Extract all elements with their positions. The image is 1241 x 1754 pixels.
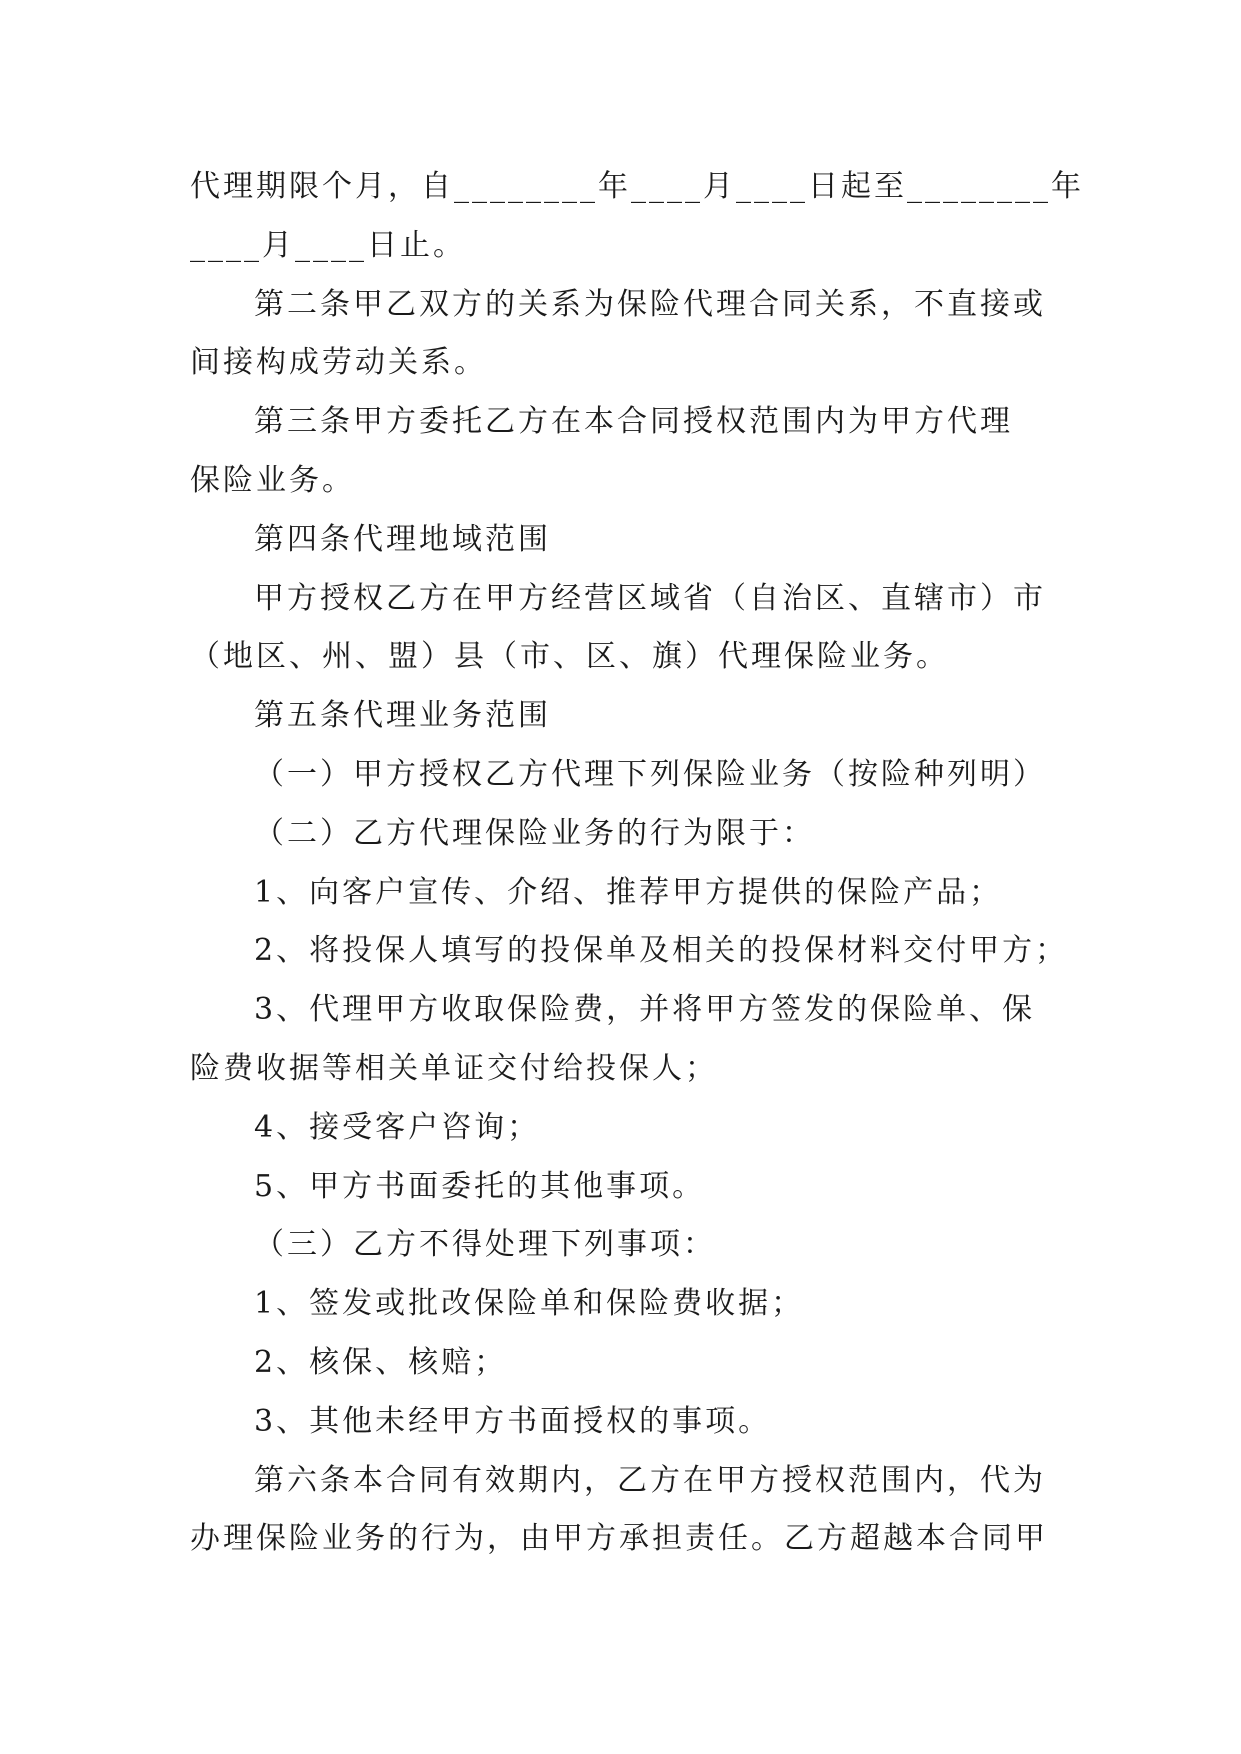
list-item: 4、接受客户咨询； [254, 1109, 541, 1145]
article-4-heading: 第四条代理地域范围 [254, 521, 551, 557]
text-line: （地区、州、盟）县（市、区、旗）代理保险业务。 [190, 639, 949, 675]
clause-2-line: （二）乙方代理保险业务的行为限于： [254, 815, 815, 851]
article-2-line: 第二条甲乙双方的关系为保险代理合同关系，不直接或 [254, 286, 1046, 322]
list-item: 3、代理甲方收取保险费，并将甲方签发的保险单、保 [254, 992, 1036, 1028]
list-item: 1、向客户宣传、介绍、推荐甲方提供的保险产品； [254, 874, 1003, 910]
text-line: 办理保险业务的行为，由甲方承担责任。乙方超越本合同甲 [190, 1521, 1048, 1557]
document-body [190, 158, 1084, 1569]
article-6-line: 第六条本合同有效期内，乙方在甲方授权范围内，代为 [254, 1462, 1046, 1498]
list-item: 1、签发或批改保险单和保险费收据； [254, 1286, 805, 1322]
list-item: 2、核保、核赔； [254, 1344, 508, 1380]
clause-1-line: （一）甲方授权乙方代理下列保险业务（按险种列明） [254, 756, 1046, 792]
text-line: ____月____日止。 [190, 227, 466, 263]
text-line: 间接构成劳动关系。 [190, 345, 487, 381]
list-item: 3、其他未经甲方书面授权的事项。 [254, 1403, 772, 1439]
text-line: 保险业务。 [190, 462, 355, 498]
list-item: 5、甲方书面委托的其他事项。 [254, 1168, 706, 1204]
clause-3-line: （三）乙方不得处理下列事项： [254, 1227, 716, 1263]
article-3-line: 第三条甲方委托乙方在本合同授权范围内为甲方代理 [254, 404, 1013, 440]
article-5-heading: 第五条代理业务范围 [254, 698, 551, 734]
list-item: 2、将投保人填写的投保单及相关的投保材料交付甲方； [254, 933, 1069, 969]
text-line: 甲方授权乙方在甲方经营区域省（自治区、直辖市）市 [254, 580, 1046, 616]
text-line: 代理期限个月，自________年____月____日起至________年 [190, 169, 1084, 204]
text-line: 险费收据等相关单证交付给投保人； [190, 1050, 718, 1086]
